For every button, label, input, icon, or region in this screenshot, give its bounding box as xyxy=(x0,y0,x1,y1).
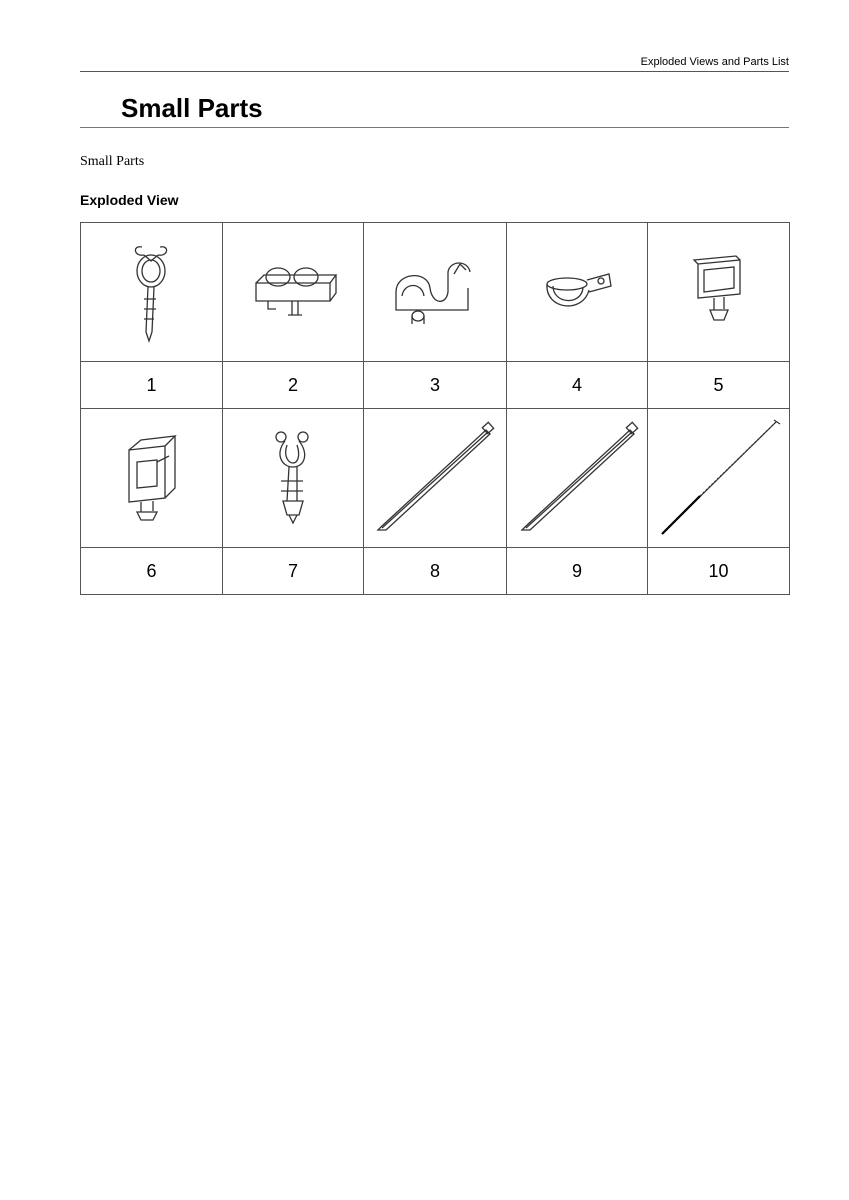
part-6-cell xyxy=(81,409,223,548)
part-4-cell xyxy=(507,223,648,362)
part-8-cell xyxy=(364,409,507,548)
header-rule xyxy=(80,71,789,72)
push-clamp-icon xyxy=(263,423,323,533)
part-5-cell xyxy=(648,223,790,362)
parts-number-row xyxy=(81,548,790,595)
part-10-cell xyxy=(648,409,790,548)
cable-tie-icon xyxy=(370,418,500,538)
section-heading: Exploded View xyxy=(80,192,179,208)
part-number: 1 xyxy=(81,362,223,409)
part-number: 8 xyxy=(364,548,507,595)
page-title: Small Parts xyxy=(121,93,263,123)
part-number: 3 xyxy=(364,362,507,409)
parts-number-row xyxy=(81,362,790,409)
cable-tie-icon xyxy=(512,418,642,538)
part-number: 6 xyxy=(81,548,223,595)
s-clamp-icon xyxy=(388,252,483,332)
intro-text: Small Parts xyxy=(80,154,145,169)
parts-image-row xyxy=(81,409,790,548)
part-9-cell xyxy=(507,409,648,548)
part-number: 5 xyxy=(648,362,790,409)
title-rule xyxy=(80,127,789,128)
part-1-cell xyxy=(81,223,223,362)
part-number: 2 xyxy=(223,362,364,409)
part-3-cell xyxy=(364,223,507,362)
box-clip-icon xyxy=(684,252,754,332)
long-cable-tie-icon xyxy=(654,416,784,540)
part-number: 7 xyxy=(223,548,364,595)
part-number: 10 xyxy=(648,548,790,595)
part-2-cell xyxy=(223,223,364,362)
square-holder-icon xyxy=(117,428,187,528)
part-number: 9 xyxy=(507,548,648,595)
parts-image-row xyxy=(81,223,790,362)
part-7-cell xyxy=(223,409,364,548)
parts-grid xyxy=(80,222,790,595)
running-header: Exploded Views and Parts List xyxy=(640,56,789,68)
part-number: 4 xyxy=(507,362,648,409)
wire-clamp-loop-icon xyxy=(122,237,182,347)
double-clamp-icon xyxy=(248,257,338,327)
pipe-clamp-icon xyxy=(537,262,617,322)
